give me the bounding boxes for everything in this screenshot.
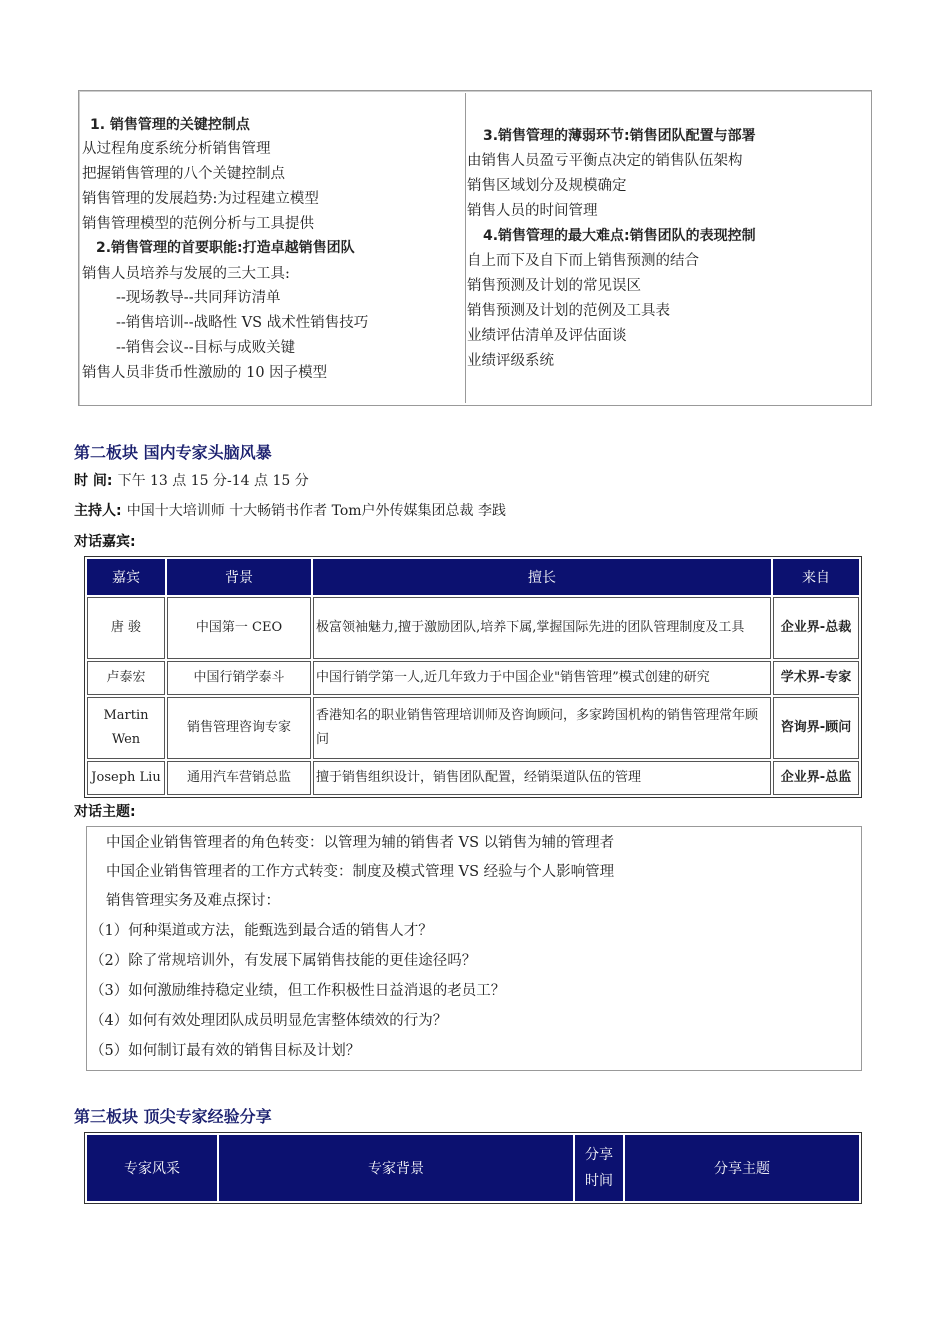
- outline-item: --销售会议--目标与成败关键: [116, 340, 296, 356]
- outline-item: 销售预测及计划的范例及工具表: [467, 303, 670, 319]
- topic-item: 中国企业销售管理者的工作方式转变：制度及模式管理 VS 经验与个人影响管理: [106, 864, 615, 880]
- header-expert-background: 专家背景: [219, 1135, 573, 1201]
- topic-item: （5）如何制订最有效的销售目标及计划？: [90, 1043, 361, 1059]
- topic-item: （1）何种渠道或方法，能甄选到最合适的销售人才？: [90, 923, 433, 939]
- guest-specialty: 中国行销学第一人,近几年致力于中国企业"销售管理”模式创建的研究: [313, 661, 771, 695]
- outline-heading: 4.销售管理的最大难点:销售团队的表现控制: [483, 228, 756, 244]
- outline-item: 销售人员培养与发展的三大工具:: [82, 266, 290, 282]
- header-expert-profile: 专家风采: [87, 1135, 217, 1201]
- topic-item: （2）除了常规培训外，有发展下属销售技能的更佳途径吗？: [90, 953, 477, 969]
- outline-item: 自上而下及自下而上销售预测的结合: [467, 253, 699, 269]
- outline-item: 从过程角度系统分析销售管理: [82, 141, 271, 157]
- header-specialty: 擅长: [313, 559, 771, 595]
- host-label: 主持人:: [74, 503, 122, 519]
- outline-item: 业绩评估清单及评估面谈: [467, 328, 627, 344]
- outline-item: 销售人员非货币性激励的 10 因子模型: [82, 365, 328, 381]
- time-label: 时 间:: [74, 473, 113, 489]
- outline-item: 销售管理模型的范例分析与工具提供: [82, 216, 314, 232]
- guest-background: 中国第一 CEO: [167, 597, 311, 659]
- header-background: 背景: [167, 559, 311, 595]
- outline-item: 把握销售管理的八个关键控制点: [82, 166, 285, 182]
- outline-item: 销售人员的时间管理: [467, 203, 598, 219]
- table-row: [87, 597, 859, 659]
- guest-specialty: 香港知名的职业销售管理培训师及咨询顾问，多家跨国机构的销售管理常年顾问: [313, 697, 771, 759]
- column-divider: [465, 93, 466, 403]
- time-value: 下午 13 点 15 分-14 点 15 分: [117, 473, 309, 489]
- guest-name: Martin Wen: [87, 697, 165, 759]
- outline-item: 销售管理的发展趋势:为过程建立模型: [82, 191, 319, 207]
- header-share-time: [575, 1135, 623, 1201]
- expert-table: [84, 1132, 862, 1204]
- guest-from: 咨询界-顾问: [773, 697, 859, 759]
- guest-from: 企业界-总监: [773, 761, 859, 795]
- section3-title: 第三板块 顶尖专家经验分享: [74, 1107, 272, 1126]
- time-row: [74, 470, 309, 490]
- header-guest: 嘉宾: [87, 559, 165, 595]
- guest-specialty: 擅于销售组织设计，销售团队配置，经销渠道队伍的管理: [313, 761, 771, 795]
- table-row: [87, 661, 859, 695]
- topic-item: 中国企业销售管理者的角色转变：以管理为辅的销售者 VS 以销售为辅的管理者: [106, 835, 615, 851]
- section2-title: 第二板块 国内专家头脑风暴: [74, 443, 272, 462]
- guests-label: 对话嘉宾:: [74, 534, 136, 550]
- outline-item: 由销售人员盈亏平衡点决定的销售队伍架构: [467, 153, 743, 169]
- topic-item: （4）如何有效处理团队成员明显危害整体绩效的行为？: [90, 1013, 448, 1029]
- topic-item: 销售管理实务及难点探讨：: [106, 893, 280, 909]
- header-share-topic: 分享主题: [625, 1135, 859, 1201]
- host-value: 中国十大培训师 十大畅销书作者 Tom户外传媒集团总裁 李践: [126, 503, 507, 519]
- topic-item: （3）如何激励维持稳定业绩，但工作积极性日益消退的老员工？: [90, 983, 506, 999]
- guest-name: 唐 骏: [87, 597, 165, 659]
- guest-from: 企业界-总裁: [773, 597, 859, 659]
- guest-table-header: [87, 559, 859, 595]
- outline-item: 销售区域划分及规模确定: [467, 178, 627, 194]
- header-share-label: 分享: [585, 1147, 613, 1163]
- guest-background: 中国行销学泰斗: [167, 661, 311, 695]
- guest-name: 卢泰宏: [87, 661, 165, 695]
- outline-heading: 1. 销售管理的关键控制点: [90, 117, 250, 133]
- outline-heading: 3.销售管理的薄弱环节:销售团队配置与部署: [483, 128, 756, 144]
- table-row: [87, 761, 859, 795]
- table-row: [87, 697, 859, 759]
- guest-name: Joseph Liu: [87, 761, 165, 795]
- guest-table: [84, 556, 862, 798]
- outline-heading: 2.销售管理的首要职能:打造卓越销售团队: [96, 240, 355, 256]
- guest-background: 销售管理咨询专家: [167, 697, 311, 759]
- header-time-label: 时间: [585, 1173, 613, 1189]
- outline-item: --销售培训--战略性 VS 战术性销售技巧: [116, 315, 369, 331]
- header-from: 来自: [773, 559, 859, 595]
- guest-from: 学术界-专家: [773, 661, 859, 695]
- guest-specialty: 极富领袖魅力,擅于激励团队,培养下属,掌握国际先进的团队管理制度及工具: [313, 597, 771, 659]
- expert-table-header: [87, 1135, 859, 1201]
- outline-item: 销售预测及计划的常见误区: [467, 278, 641, 294]
- host-row: [74, 500, 506, 520]
- topics-label: 对话主题:: [74, 804, 136, 820]
- outline-item: --现场教导--共同拜访清单: [116, 290, 281, 306]
- outline-item: 业绩评级系统: [467, 353, 554, 369]
- guest-background: 通用汽车营销总监: [167, 761, 311, 795]
